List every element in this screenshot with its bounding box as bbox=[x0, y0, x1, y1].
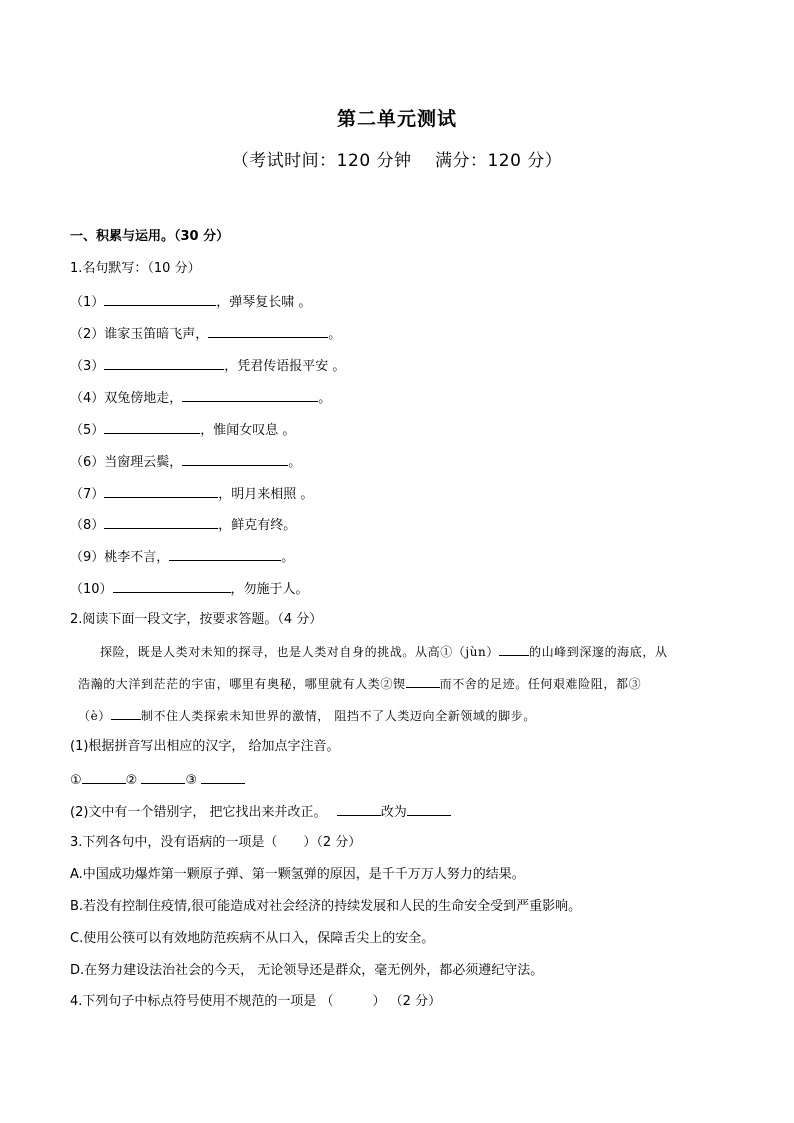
answer-blank[interactable] bbox=[113, 579, 231, 593]
passage-line-3 bbox=[78, 706, 536, 725]
q1-item-2 bbox=[70, 324, 341, 344]
item-text: 当窗理云鬓， bbox=[104, 455, 183, 470]
item-text: 。 bbox=[318, 391, 332, 406]
answer-blank[interactable] bbox=[104, 515, 218, 529]
item-text: 。 bbox=[281, 550, 295, 565]
answer-blank[interactable] bbox=[104, 292, 216, 306]
passage-line-2 bbox=[78, 674, 641, 693]
q1-item-5 bbox=[70, 420, 295, 440]
answer-mark: ① bbox=[70, 773, 82, 788]
item-text: 。 bbox=[288, 455, 302, 470]
answer-blank[interactable] bbox=[104, 356, 224, 370]
question-3-stem: 3.下列各句中，没有语病的一项是（ ）（2 分） bbox=[70, 835, 362, 850]
item-number: （8） bbox=[70, 518, 105, 533]
item-number: （6） bbox=[70, 455, 105, 470]
item-text: 桃李不言， bbox=[104, 550, 170, 565]
answer-blank[interactable] bbox=[82, 770, 126, 784]
answer-blank[interactable] bbox=[111, 706, 141, 720]
answer-blank[interactable] bbox=[182, 452, 288, 466]
answer-blank[interactable] bbox=[104, 484, 218, 498]
question-1-stem: 1.名句默写：（10 分） bbox=[70, 261, 201, 276]
passage-text: 制不住人类探索未知世界的激情， 阻挡不了人类迈向全新领域的脚步。 bbox=[140, 709, 536, 723]
q1-item-10 bbox=[70, 579, 309, 599]
item-text: ，明月来相照 。 bbox=[218, 487, 314, 502]
item-text: ，鲜克有终。 bbox=[218, 518, 297, 533]
item-text: ，勿施于人。 bbox=[230, 582, 309, 597]
q3-option-b: B.若没有控制住疫情,很可能造成对社会经济的持续发展和人民的生命安全受到严重影响。 bbox=[70, 899, 582, 914]
q1-item-9 bbox=[70, 547, 294, 567]
item-number: （2） bbox=[70, 327, 105, 342]
passage-text: 而不舍的足迹。任何艰难险阻，都③ bbox=[439, 677, 642, 691]
passage-text: 的山峰到深邃的海底，从 bbox=[528, 645, 668, 659]
section-heading: 一、积累与运用。（30 分） bbox=[70, 229, 230, 244]
passage-text: 浩瀚的大洋到茫茫的宇宙，哪里有奥秘，哪里就有人类②锲 bbox=[78, 677, 406, 691]
passage-line-1 bbox=[100, 642, 668, 661]
item-text: 谁家玉笛暗飞声， bbox=[104, 327, 209, 342]
answer-blank[interactable] bbox=[141, 770, 185, 784]
q3-option-c: C.使用公筷可以有效地防范疾病不从口入，保障舌尖上的安全。 bbox=[70, 931, 435, 946]
exam-info: （考试时间：120 分钟 满分：120 分） bbox=[231, 151, 563, 171]
item-number: （9） bbox=[70, 550, 105, 565]
page-title: 第二单元测试 bbox=[336, 108, 457, 130]
q2-sub-1: (1)根据拼音写出相应的汉字， 给加点字注音。 bbox=[70, 739, 340, 754]
answer-blank[interactable] bbox=[208, 324, 328, 338]
answer-blank[interactable] bbox=[169, 547, 281, 561]
item-number: （3） bbox=[70, 359, 105, 374]
answer-blank[interactable] bbox=[337, 802, 381, 816]
item-text: 。 bbox=[328, 327, 342, 342]
item-text: ，弹琴复长啸 。 bbox=[216, 295, 312, 310]
answer-blank[interactable] bbox=[407, 802, 451, 816]
item-text: ，惟闻女叹息 。 bbox=[200, 423, 296, 438]
answer-blank[interactable] bbox=[499, 642, 529, 656]
q2-sub-1-answers bbox=[70, 770, 245, 790]
passage-text: （è） bbox=[78, 709, 111, 723]
question-4-stem: 4.下列句子中标点符号使用不规范的一项是 （ ） （2 分） bbox=[70, 994, 442, 1009]
q1-item-3 bbox=[70, 356, 345, 376]
answer-mark: ③ bbox=[185, 773, 198, 788]
item-number: （5） bbox=[70, 423, 105, 438]
question-2-stem: 2.阅读下面一段文字，按要求答题。（4 分） bbox=[70, 612, 323, 627]
q1-item-4 bbox=[70, 388, 331, 408]
item-number: （4） bbox=[70, 391, 105, 406]
item-text: 双兔傍地走， bbox=[104, 391, 183, 406]
item-text: ，凭君传语报平安 。 bbox=[224, 359, 346, 374]
q1-item-8 bbox=[70, 515, 296, 535]
q1-item-6 bbox=[70, 452, 301, 472]
answer-blank[interactable] bbox=[201, 770, 245, 784]
q1-item-7 bbox=[70, 484, 313, 504]
answer-blank[interactable] bbox=[406, 674, 440, 688]
item-number: （7） bbox=[70, 487, 105, 502]
item-text: 改为 bbox=[380, 805, 407, 820]
answer-blank[interactable] bbox=[104, 420, 200, 434]
q2-sub-2 bbox=[70, 802, 451, 822]
item-number: （1） bbox=[70, 295, 105, 310]
item-text: (2)文中有一个错别字， 把它找出来并改正。 bbox=[70, 805, 327, 820]
q3-option-d: D.在努力建设法治社会的今天， 无论领导还是群众，毫无例外，都必须遵纪守法。 bbox=[70, 963, 544, 978]
item-number: （10） bbox=[70, 582, 113, 597]
q1-item-1 bbox=[70, 292, 311, 312]
passage-text: 探险，既是人类对未知的探寻，也是人类对自身的挑战。从高①（jùn） bbox=[100, 645, 499, 659]
q3-option-a: A.中国成功爆炸第一颗原子弹、第一颗氢弹的原因，是千千万万人努力的结果。 bbox=[70, 867, 525, 882]
answer-blank[interactable] bbox=[182, 388, 318, 402]
answer-mark: ② bbox=[125, 773, 138, 788]
